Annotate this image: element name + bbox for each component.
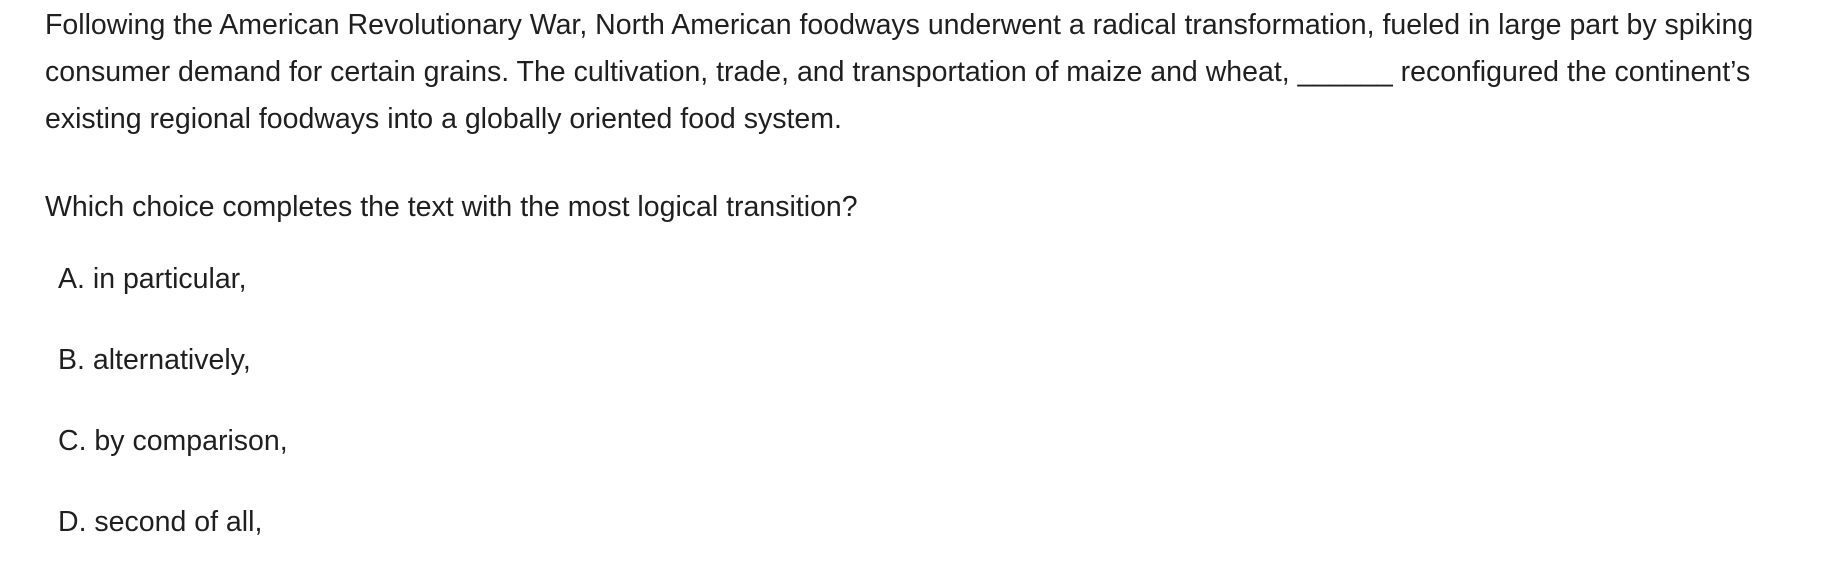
choice-text: alternatively, [92, 344, 251, 376]
choice-d[interactable] [58, 499, 288, 580]
choice-a[interactable] [58, 256, 288, 337]
choice-text: second of all, [94, 506, 263, 538]
answer-choices [58, 256, 288, 580]
question-prompt: Which choice completes the text with the most logical transition? [45, 191, 858, 223]
choice-letter: D. [58, 506, 87, 538]
choice-text: by comparison, [94, 425, 288, 457]
choice-letter: A. [58, 263, 85, 295]
choice-letter: B. [58, 344, 85, 376]
choice-text: in particular, [92, 263, 247, 295]
passage-text: Following the American Revolutionary War, North American foodways underwent a radical transformation, fueled in large part by spiking consumer demand for certain grains. The cultivation, trade, and transportation of maize and wheat, ______ reconfigured the continent’s existing regional foodways into a globally oriented food system. [45, 9, 1754, 135]
choice-c[interactable] [58, 418, 288, 499]
choice-b[interactable] [58, 337, 288, 418]
choice-letter: C. [58, 425, 87, 457]
